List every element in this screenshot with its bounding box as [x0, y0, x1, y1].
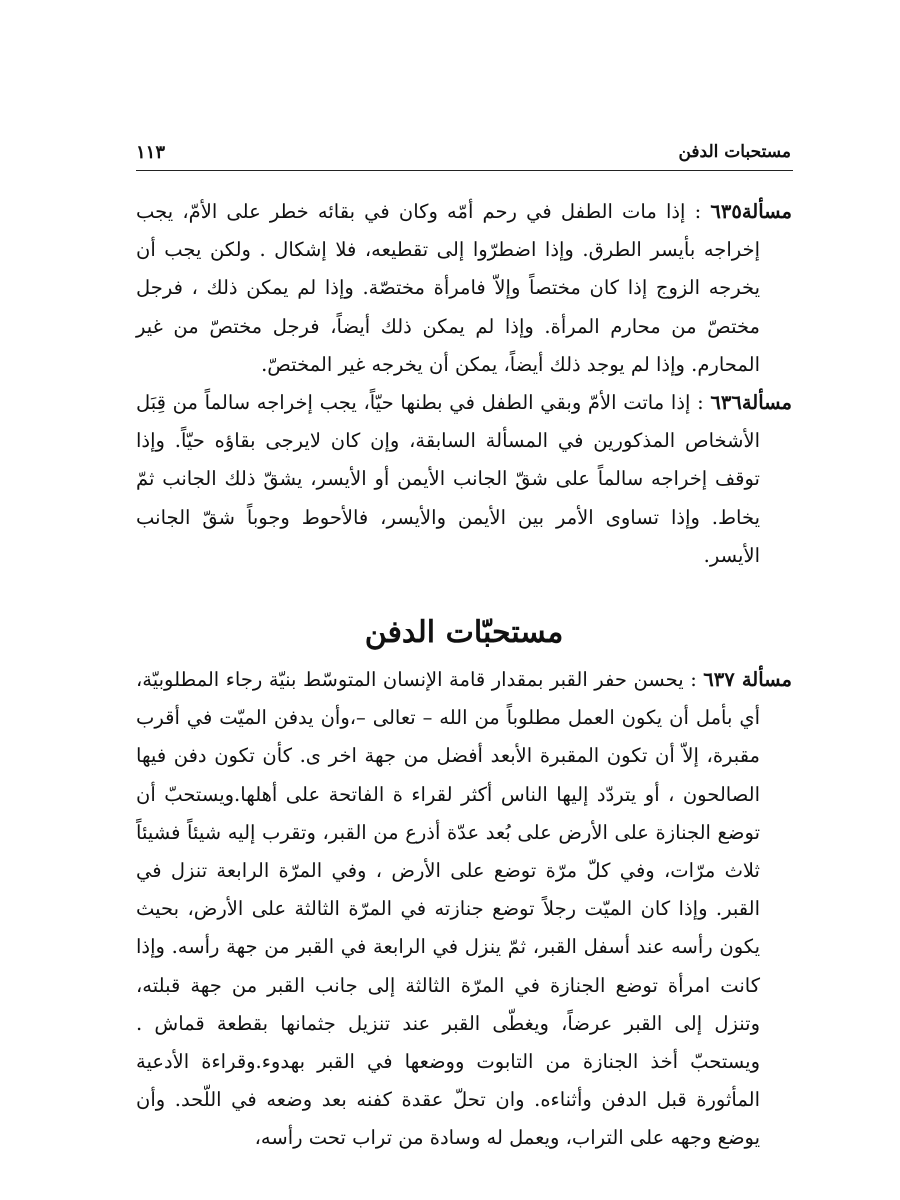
issue-635-text: : إذا مات الطفل في رحم أمّه وكان في بقائه خطر على الأمّ، يجب إخراجه بأيسر الطرق. وإذا اضطرّوا إلى تقطيعه، فلا إشكال . ولكن يجب أن يخرجه الزوج إذا كان مختصاً وإلاّ فامرأة مختصّة. وإذا لم يمكن ذلك ، فرجل مختصّ من محارم المرأة. وإذا لم يمكن ذلك أيضاً، فرجل مختصّ من غير المحارم. وإذا لم يوجد ذلك أيضاً، يمكن أن يخرجه غير المختصّ. [136, 200, 760, 376]
page-number: ١١٣ [136, 142, 166, 163]
running-title: مستحبات الدفن [678, 142, 791, 162]
running-header [136, 142, 791, 166]
issue-637-label: مسألة ٦٣٧ [703, 668, 792, 692]
issue-636-text: : إذا ماتت الأمّ وبقي الطفل في بطنها حيّاً، يجب إخراجه سالماً من قِبَل الأشخاص المذكورين في المسألة السابقة، وإن كان لايرجى بقاؤه حيّاً. وإذا توقف إخراجه سالماً على شقّ الجانب الأيمن أو الأيسر، يشقّ ذلك الجانب ثمّ يخاط. وإذا تساوى الأمر بين الأيمن والأيسر، فالأحوط وجوباً شقّ الجانب الأيسر. [136, 391, 760, 567]
issue-635-label: مسألة٦٣٥ [710, 200, 792, 223]
issue-637 [136, 661, 792, 1158]
issue-637-text: : يحسن حفر القبر بمقدار قامة الإنسان المتوسّط بنيّة رجاء المطلوبيّة، أي بأمل أن يكون العمل مطلوباً من الله – تعالى –،وأن يدفن الميّت في أقرب مقبرة، إلاّ أن تكون المقبرة الأبعد أفضل من جهة اخر ى. كأن تكون دفن فيها الصالحون ، أو يتردّد إليها الناس أكثر لقراء ة الفاتحة على أهلها.ويستحبّ أن توضع الجنازة على الأرض على بُعد عدّة أذرع من القبر، وتقرب إليه شيئاً فشيئاً ثلاث مرّات، وفي كلّ مرّة توضع على الأرض ، وفي المرّة الرابعة تنزل في القبر. وإذا كان الميّت رجلاً توضع جنازته في المرّة الثالثة على الأرض، بحيث يكون رأسه عند أسفل القبر، ثمّ ينزل في الرابعة في القبر من جهة رأسه. وإذا كانت امرأة توضع الجنازة في المرّة الثالثة إلى جانب القبر من جهة قبلته، وتنزل إلى القبر عرضاً، ويغطّى القبر عند تنزيل جثمانها بقطعة قماش . ويستحبّ أخذ الجنازة من التابوت ووضعها في القبر بهدوء.وقراءة الأدعية المأثورة قبل الدفن وأثناءه. وان تحلّ عقدة كفنه بعد وضعه في اللّحد. وأن يوضع وجهه على التراب، ويعمل له وسادة من تراب تحت رأسه، [136, 668, 760, 1150]
issue-635 [136, 193, 792, 384]
header-divider [136, 170, 793, 171]
section-heading: مستحبّات الدفن [364, 615, 564, 651]
page-body [136, 193, 792, 1158]
issue-636 [136, 384, 792, 575]
issue-636-label: مسألة٦٣٦ [710, 391, 792, 415]
